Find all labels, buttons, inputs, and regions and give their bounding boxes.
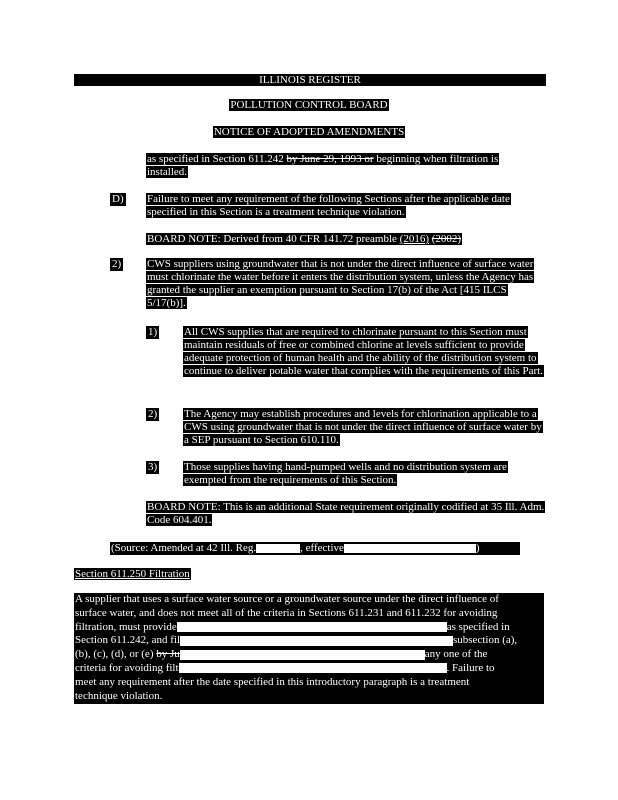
register-title: ILLINOIS REGISTER bbox=[259, 74, 361, 86]
final-paragraph-text: A supplier that uses a surface water source or a groundwater source under the direct influence of surface water, and does not meet all of the criteria in Sections 611.231 and 611.232 for avoiding filtration, must provide as specified in Section 611.242, and fil subsection (a), (b), (c), (d), or (e) by Ju any one of the criteria for avoiding filt . Failure to meet any requirement after the date specified in this introductory paragraph is a treatment technique violation. bbox=[75, 593, 518, 702]
redaction bbox=[179, 663, 447, 673]
board-note-1: BOARD NOTE: Derived from 40 CFR 141.72 preamble (2016) (2002) bbox=[147, 233, 462, 245]
item-label-d: D) bbox=[112, 193, 124, 205]
notice-title: NOTICE OF ADOPTED AMENDMENTS bbox=[213, 126, 405, 138]
item-label: 3) bbox=[148, 461, 158, 473]
item-label: 2) bbox=[148, 408, 158, 420]
board-note-2: BOARD NOTE: This is an additional State requirement originally codified at 35 Ill. Adm. Code 604.401. bbox=[147, 501, 545, 526]
section-heading: Section 611.250 Filtration bbox=[75, 568, 190, 580]
paragraph-2: CWS suppliers using groundwater that is not under the direct influence of surface water must chlorinate the water before it enters the distribution system, unless the Agency has granted the supplier an exemption pursuant to Section 17(b) of the Act [415 ILCS 5/17(b)]. bbox=[147, 258, 534, 309]
paragraph-d: Failure to meet any requirement of the following Sections after the applicable date specified in this Section is a treatment technique violation. bbox=[147, 193, 510, 218]
continuation-paragraph: as specified in Section 611.242 by June 29, 1993 or beginning when filtration is installed. bbox=[147, 153, 499, 178]
list-item: Those supplies having hand-pumped wells and no distribution system are exempted from the requirements of this Section. bbox=[184, 461, 507, 486]
board-title: POLLUTION CONTROL BOARD bbox=[230, 99, 388, 111]
item-label-2: 2) bbox=[112, 258, 122, 270]
redaction bbox=[220, 168, 280, 177]
redaction bbox=[180, 636, 453, 646]
list-item: The Agency may establish procedures and levels for chlorination applicable to a CWS using groundwater that is not under the direct influence of surface water by a SEP pursuant to Section 610.110. bbox=[184, 408, 542, 446]
list-item: All CWS supplies that are required to chlorinate pursuant to this Section must maintain residuals of free or combined chlorine at levels sufficient to provide adequate protection of human health and the ability of the distribution system to continue to deliver potable water that complies with the requirements of this Part. bbox=[184, 326, 543, 377]
item-label: 1) bbox=[148, 326, 158, 338]
redaction bbox=[180, 650, 425, 660]
redaction bbox=[177, 622, 447, 632]
source-line: (Source: Amended at 42 Ill. Reg. , effective ) bbox=[110, 542, 520, 555]
